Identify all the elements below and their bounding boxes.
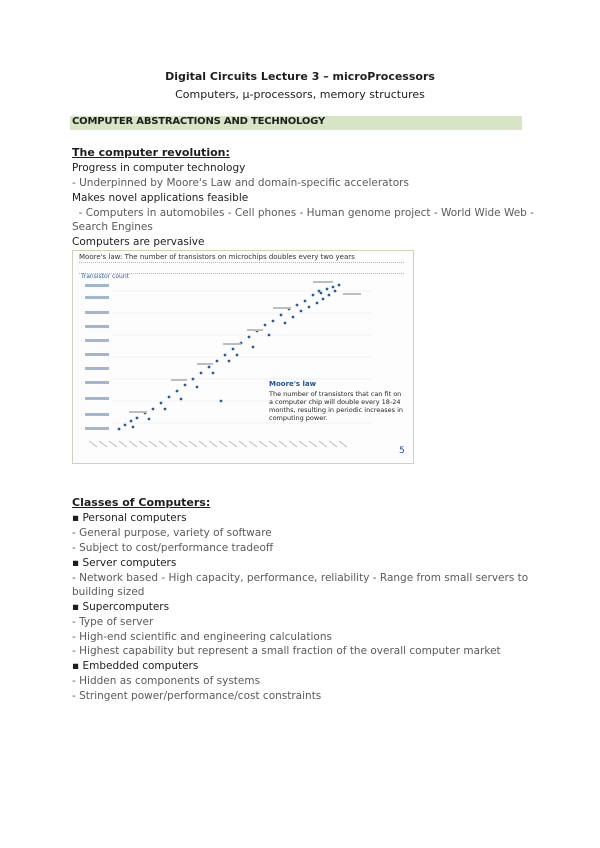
- revolution-line-2: - Underpinned by Moore's Law and domain-specific accelerators: [72, 177, 409, 189]
- supercomputers-line-2: - High-end scientific and engineering calculations: [72, 631, 332, 643]
- revolution-line-3: Makes novel applications feasible: [72, 192, 249, 204]
- embedded-computers-title: ▪ Embedded computers: [72, 660, 199, 672]
- section-band-label: COMPUTER ABSTRACTIONS AND TECHNOLOGY: [72, 116, 326, 127]
- document-title: Digital Circuits Lecture 3 – microProcessors: [165, 70, 435, 83]
- embedded-computers-line-2: - Stringent power/performance/cost constraints: [72, 690, 322, 702]
- figure-legend-text: The number of transistors that can fit on a computer chip will double every 18-24 months, resulting in periodic increases in computing power.: [269, 390, 404, 422]
- section-band: [70, 116, 522, 130]
- figure-y-label: Transistor count: [81, 273, 129, 280]
- supercomputers-line-1: - Type of server: [72, 616, 154, 628]
- personal-computers-line-1: - General purpose, variety of software: [72, 527, 272, 539]
- classes-heading: Classes of Computers:: [72, 496, 211, 509]
- figure-legend-heading: Moore's law: [269, 380, 317, 388]
- revolution-line-5: Search Engines: [72, 221, 153, 233]
- server-computers-title: ▪ Server computers: [72, 557, 177, 569]
- server-computers-line-1: - Network based - High capacity, performance, reliability - Range from small servers to: [72, 572, 529, 584]
- embedded-computers-line-1: - Hidden as components of systems: [72, 675, 261, 687]
- figure-plot: [73, 251, 413, 463]
- revolution-line-4: - Computers in automobiles - Cell phones - Human genome project - World Wide Web -: [72, 207, 534, 219]
- revolution-line-1: Progress in computer technology: [72, 162, 246, 174]
- figure-title: Moore's law: The number of transistors on microchips doubles every two years: [79, 253, 355, 261]
- revolution-heading: The computer revolution:: [72, 146, 230, 159]
- revolution-line-6: Computers are pervasive: [72, 236, 205, 248]
- personal-computers-line-2: - Subject to cost/performance tradeoff: [72, 542, 274, 554]
- supercomputers-line-3: - Highest capability but represent a small fraction of the overall computer market: [72, 645, 501, 657]
- moores-law-figure: [72, 250, 414, 464]
- supercomputers-title: ▪ Supercomputers: [72, 601, 170, 613]
- server-computers-line-2: building sized: [72, 586, 145, 598]
- personal-computers-title: ▪ Personal computers: [72, 512, 187, 524]
- figure-page-number: 5: [399, 446, 405, 456]
- figure-x-axis: [89, 439, 349, 449]
- document-subtitle: Computers, µ-processors, memory structures: [175, 88, 425, 101]
